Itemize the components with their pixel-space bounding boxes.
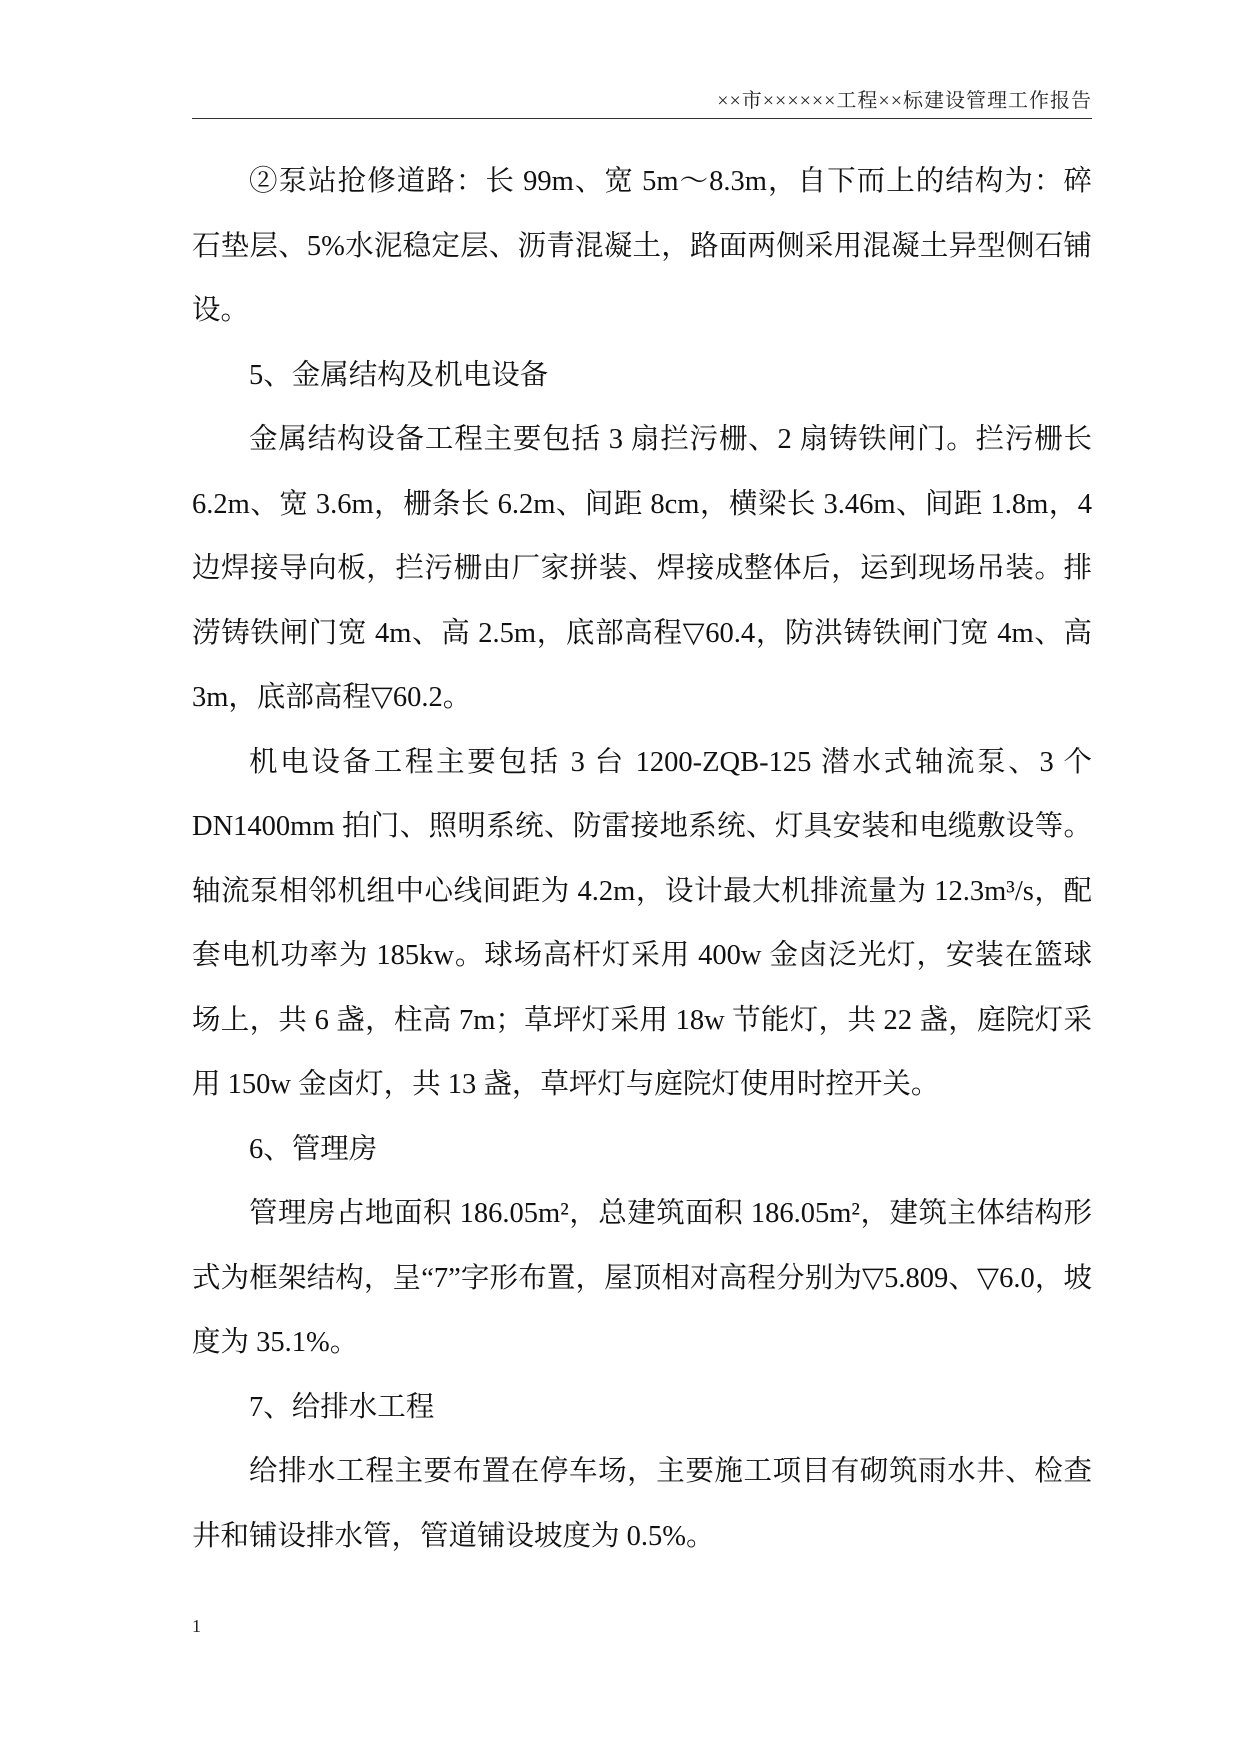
page-number: 1 <box>192 1616 201 1636</box>
running-header: ××市××××××工程××标建设管理工作报告 <box>192 86 1092 119</box>
section-heading-water-supply-drainage: 7、给排水工程 <box>249 1391 435 1423</box>
paragraph-repair-road: ②泵站抢修道路：长 99m、宽 5m～8.3m，自下而上的结构为：碎石垫层、5%水泥稳定层、沥青混凝土，路面两侧采用混凝土异型侧石铺设。 <box>192 166 1092 326</box>
section-heading-metal-structures: 5、金属结构及机电设备 <box>249 359 549 391</box>
paragraph-metal-structures: 金属结构设备工程主要包括 3 扇拦污栅、2 扇铸铁闸门。拦污栅长 6.2m、宽 3.6m，栅条长 6.2m、间距 8cm，横梁长 3.46m、间距 1.8m，4 边焊接导向板，拦污栅由厂家拼装、焊接成整体后，运到现场吊装。排涝铸铁闸门宽 4m、高 2.5m，底部高程▽60.4，防洪铸铁闸门宽 4m、高 3m，底部高程▽60.2。 <box>192 424 1092 713</box>
paragraph-water-supply-drainage: 给排水工程主要布置在停车场，主要施工项目有砌筑雨水井、检查井和铺设排水管，管道铺设坡度为 0.5%。 <box>192 1456 1092 1552</box>
paragraph-management-house: 管理房占地面积 186.05m²，总建筑面积 186.05m²，建筑主体结构形式为框架结构，呈“7”字形布置，屋顶相对高程分别为▽5.809、▽6.0，坡度为 35.1%。 <box>192 1198 1092 1358</box>
paragraph-electromechanical: 机电设备工程主要包括 3 台 1200-ZQB-125 潜水式轴流泵、3 个 DN1400mm 拍门、照明系统、防雷接地系统、灯具安装和电缆敷设等。轴流泵相邻机组中心线间距为 4.2m，设计最大机排流量为 12.3m³/s，配套电机功率为 185kw。球场高杆灯采用 400w 金卤泛光灯，安装在篮球场上，共 6 盏，柱高 7m；草坪灯采用 18w 节能灯，共 22 盏，庭院灯采用 150w 金卤灯，共 13 盏，草坪灯与庭院灯使用时控开关。 <box>192 746 1092 1100</box>
document-body <box>192 150 1092 1569</box>
section-heading-management-house: 6、管理房 <box>249 1133 378 1165</box>
